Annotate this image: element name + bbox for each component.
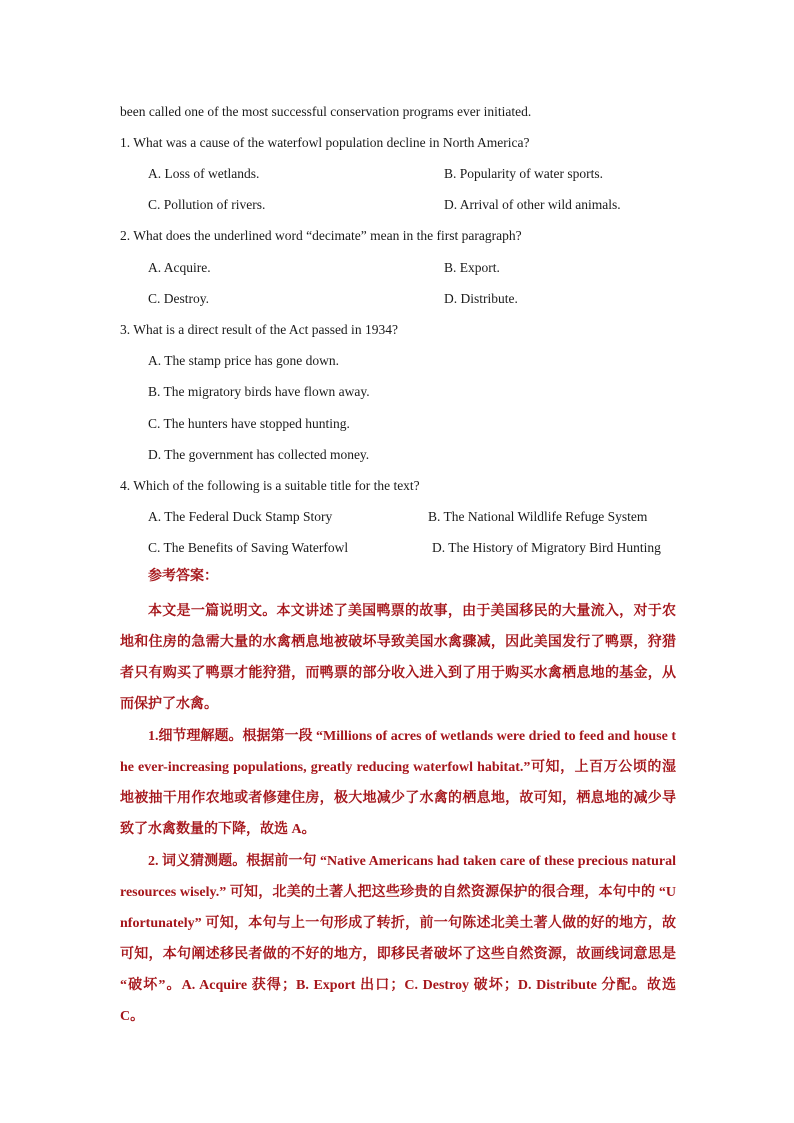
- question-3-option-a: A. The stamp price has gone down.: [148, 353, 339, 368]
- question-3-stem: 3. What is a direct result of the Act passed in 1934?: [120, 322, 398, 337]
- question-4-option-c: C. The Benefits of Saving Waterfowl: [148, 540, 349, 555]
- question-4-option-d: D. The History of Migratory Bird Hunting: [432, 540, 661, 555]
- question-1-stem: 1. What was a cause of the waterfowl population decline in North America?: [120, 135, 530, 150]
- question-2-option-d: D. Distribute.: [444, 291, 518, 306]
- question-2-option-b: B. Export.: [444, 260, 500, 275]
- question-2-stem: 2. What does the underlined word “decimate” mean in the first paragraph?: [120, 228, 522, 243]
- question-4-option-a: A. The Federal Duck Stamp Story: [148, 509, 333, 524]
- answer-item-1: 1.细节理解题。根据第一段 “Millions of acres of wetlands were dried to feed and house the ever-increasing populations, greatly reducing waterfowl habitat.”可知，上百万公顷的湿地被抽干用作农地或者修建住房，极大地减少了水禽的栖息地，故可知，栖息地的减少导致了水禽数量的下降，故选 A。: [120, 729, 676, 837]
- question-3-option-c: C. The hunters have stopped hunting.: [148, 416, 350, 431]
- intro-line: been called one of the most successful conservation programs ever initiated.: [120, 104, 532, 119]
- question-4-stem: 4. Which of the following is a suitable title for the text?: [120, 478, 420, 493]
- question-1-option-b: B. Popularity of water sports.: [444, 166, 603, 181]
- question-1-option-d: D. Arrival of other wild animals.: [444, 197, 621, 212]
- question-2-option-c: C. Destroy.: [148, 291, 209, 306]
- question-1-option-a: A. Loss of wetlands.: [148, 166, 260, 181]
- question-3-option-b: B. The migratory birds have flown away.: [148, 384, 370, 399]
- answer-summary: 本文是一篇说明文。本文讲述了美国鸭票的故事，由于美国移民的大量流入，对于农地和住房的急需大量的水禽栖息地被破坏导致美国水禽骤减，因此美国发行了鸭票，狩猎者只有购买了鸭票才能狩猎，而鸭票的部分收入进入到了用于购买水禽栖息地的基金，从而保护了水禽。: [120, 604, 676, 712]
- question-4-option-b: B. The National Wildlife Refuge System: [428, 509, 648, 524]
- question-3-option-d: D. The government has collected money.: [148, 447, 370, 462]
- answer-heading: 参考答案：: [148, 569, 218, 584]
- answer-item-2: 2. 词义猜测题。根据前一句 “Native Americans had taken care of these precious natural resources wisely.” 可知，北美的土著人把这些珍贵的自然资源保护的很合理，本句中的 “Unfortunately” 可知，本句与上一句形成了转折，前一句陈述北美土著人做的好的地方，故可知，本句阐述移民者做的不好的地方，即移民者破坏了这些自然资源，故画线词意思是 “破坏”。A. Acquire 获得；B. Export 出口；C. Destroy 破坏；D. Distribute 分配。故选 C。: [120, 854, 676, 1024]
- question-2-option-a: A. Acquire.: [148, 260, 211, 275]
- question-1-option-c: C. Pollution of rivers.: [148, 197, 266, 212]
